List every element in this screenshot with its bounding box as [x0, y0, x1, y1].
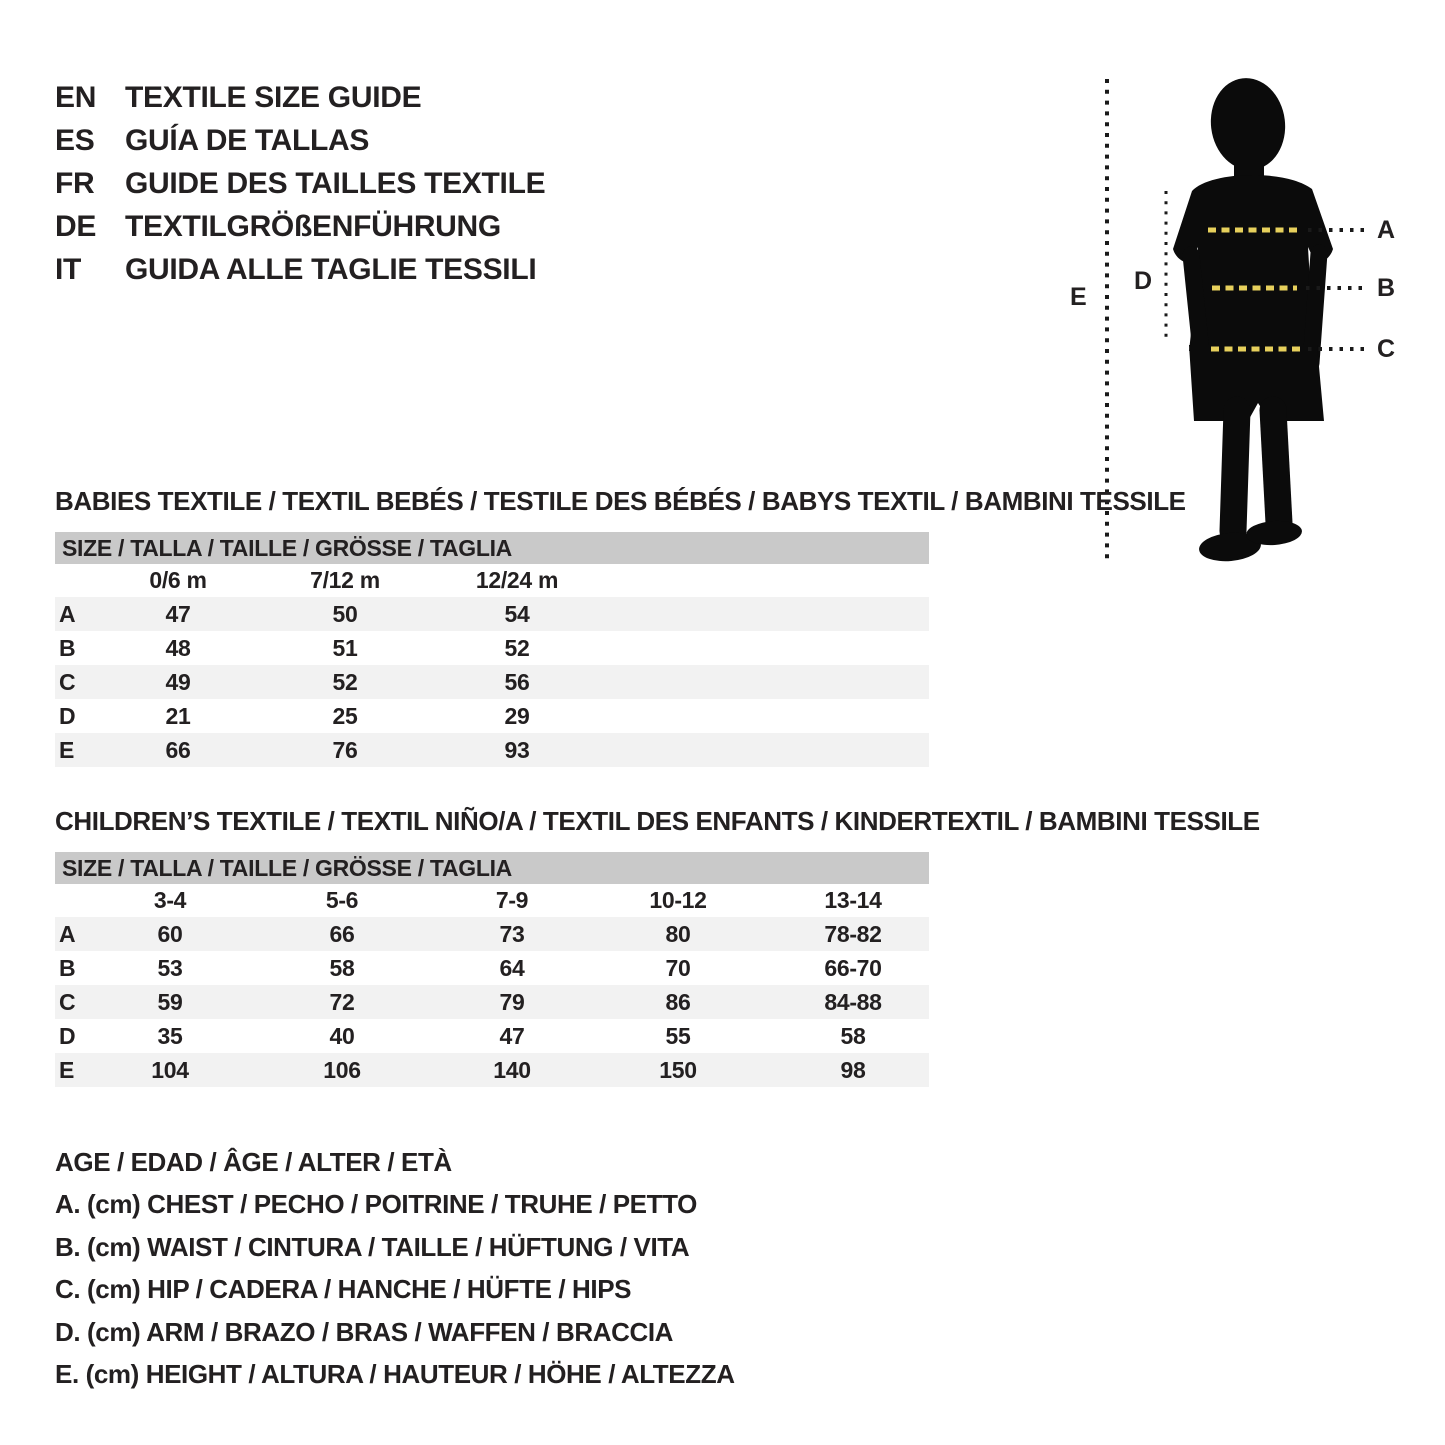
- table-cell: 84-88: [824, 989, 882, 1015]
- column-header: 7/12 m: [310, 567, 380, 593]
- table-cell: 66: [165, 737, 191, 763]
- table-row: [55, 631, 929, 665]
- table-cell: 51: [332, 635, 358, 661]
- table-cell: 66: [329, 921, 355, 947]
- table-cell: 52: [332, 669, 358, 695]
- children-size-header-bar: SIZE / TALLA / TAILLE / GRÖSSE / TAGLIA: [55, 852, 929, 884]
- lang-code: FR: [55, 166, 95, 200]
- table-cell: 106: [323, 1057, 361, 1083]
- legend-line-arm: D. (cm) ARM / BRAZO / BRAS / WAFFEN / BRACCIA: [55, 1316, 674, 1347]
- lang-title: GUÍA DE TALLAS: [125, 123, 370, 157]
- lang-title: GUIDA ALLE TAGLIE TESSILI: [125, 252, 537, 286]
- column-header: 13-14: [824, 887, 882, 913]
- figure-label-b: B: [1377, 274, 1396, 302]
- table-cell: 79: [499, 989, 525, 1015]
- row-label: D: [59, 1023, 76, 1049]
- column-header: 5-6: [325, 887, 359, 913]
- table-cell: 47: [499, 1023, 525, 1049]
- lang-code: IT: [55, 252, 82, 286]
- table-cell: 104: [151, 1057, 189, 1083]
- legend-line-age: AGE / EDAD / ÂGE / ALTER / ETÀ: [55, 1146, 452, 1177]
- table-cell: 47: [165, 601, 191, 627]
- babies-section-heading: BABIES TEXTILE / TEXTIL BEBÉS / TESTILE DES BÉBÉS / BABYS TEXTIL / BAMBINI TESSILE: [55, 486, 1186, 516]
- row-label: B: [59, 635, 76, 661]
- column-header: 12/24 m: [475, 567, 559, 593]
- legend-line-hip: C. (cm) HIP / CADERA / HANCHE / HÜFTE / HIPS: [55, 1274, 632, 1305]
- children-section-heading: CHILDREN’S TEXTILE / TEXTIL NIÑO/A / TEXTIL DES ENFANTS / KINDERTEXTIL / BAMBINI TESSILE: [55, 806, 1260, 836]
- table-cell: 66-70: [824, 955, 882, 981]
- figure-label-c: C: [1377, 335, 1396, 363]
- table-row: [55, 1019, 929, 1053]
- table-cell: 21: [165, 703, 191, 729]
- table-row: [55, 699, 929, 733]
- row-label: C: [59, 989, 76, 1015]
- table-row: [55, 733, 929, 767]
- lang-row-de: [55, 205, 545, 248]
- table-cell: 80: [665, 921, 691, 947]
- table-row: [55, 597, 929, 631]
- table-cell: 86: [665, 989, 691, 1015]
- column-header: 3-4: [153, 887, 187, 913]
- table-cell: 48: [165, 635, 191, 661]
- lang-code: DE: [55, 209, 97, 243]
- table-cell: 93: [504, 737, 530, 763]
- measurement-legend: [55, 1141, 735, 1396]
- table-cell: 58: [329, 955, 355, 981]
- table-cell: 150: [659, 1057, 697, 1083]
- column-header-row: [55, 564, 929, 597]
- table-cell: 35: [157, 1023, 183, 1049]
- column-header-row: [55, 884, 929, 917]
- legend-line-chest: A. (cm) CHEST / PECHO / POITRINE / TRUHE / PETTO: [55, 1189, 697, 1220]
- lang-row-en: [55, 76, 545, 119]
- lang-code: ES: [55, 123, 95, 157]
- table-cell: 60: [157, 921, 183, 947]
- row-label: A: [59, 921, 76, 947]
- table-cell: 78-82: [824, 921, 882, 947]
- figure-label-d: D: [1134, 267, 1153, 295]
- table-cell: 50: [332, 601, 358, 627]
- table-cell: 58: [840, 1023, 866, 1049]
- table-cell: 59: [157, 989, 183, 1015]
- babies-table-body: [55, 564, 929, 767]
- table-cell: 72: [329, 989, 355, 1015]
- table-row: [55, 951, 929, 985]
- table-row: [55, 985, 929, 1019]
- row-label: E: [59, 737, 75, 763]
- babies-size-header-bar: SIZE / TALLA / TAILLE / GRÖSSE / TAGLIA: [55, 532, 929, 564]
- table-cell: 98: [840, 1057, 866, 1083]
- row-label: C: [59, 669, 76, 695]
- row-label: D: [59, 703, 76, 729]
- row-label: E: [59, 1057, 75, 1083]
- table-cell: 55: [665, 1023, 691, 1049]
- children-table-body: [55, 884, 929, 1087]
- table-cell: 53: [157, 955, 183, 981]
- column-header: 0/6 m: [149, 567, 207, 593]
- table-cell: 49: [165, 669, 191, 695]
- table-cell: 73: [499, 921, 525, 947]
- figure-label-e: E: [1070, 283, 1087, 311]
- child-silhouette: [1173, 74, 1333, 564]
- table-cell: 40: [329, 1023, 355, 1049]
- lang-row-fr: [55, 162, 545, 205]
- table-row: [55, 1053, 929, 1087]
- table-cell: 140: [493, 1057, 531, 1083]
- children-size-table: [55, 852, 929, 1087]
- table-cell: 25: [332, 703, 358, 729]
- table-cell: 64: [499, 955, 525, 981]
- lang-code: EN: [55, 80, 97, 114]
- lang-title: GUIDE DES TAILLES TEXTILE: [125, 166, 546, 200]
- column-header: 7-9: [495, 887, 529, 913]
- babies-size-table: [55, 532, 929, 767]
- language-title-block: [55, 76, 545, 291]
- table-cell: 54: [504, 601, 530, 627]
- table-row: [55, 665, 929, 699]
- row-label: B: [59, 955, 76, 981]
- legend-line-waist: B. (cm) WAIST / CINTURA / TAILLE / HÜFTUNG / VITA: [55, 1231, 690, 1262]
- table-cell: 70: [665, 955, 691, 981]
- lang-row-it: [55, 248, 545, 291]
- lang-title: TEXTILE SIZE GUIDE: [125, 80, 422, 114]
- table-cell: 56: [504, 669, 530, 695]
- lang-title: TEXTILGRÖßENFÜHRUNG: [125, 209, 501, 243]
- table-cell: 29: [504, 703, 530, 729]
- legend-line-height: E. (cm) HEIGHT / ALTURA / HAUTEUR / HÖHE / ALTEZZA: [55, 1359, 735, 1390]
- table-cell: 52: [504, 635, 530, 661]
- table-row: [55, 917, 929, 951]
- row-label: A: [59, 601, 76, 627]
- lang-row-es: [55, 119, 545, 162]
- figure-label-a: A: [1377, 216, 1396, 244]
- column-header: 10-12: [649, 887, 707, 913]
- table-cell: 76: [332, 737, 358, 763]
